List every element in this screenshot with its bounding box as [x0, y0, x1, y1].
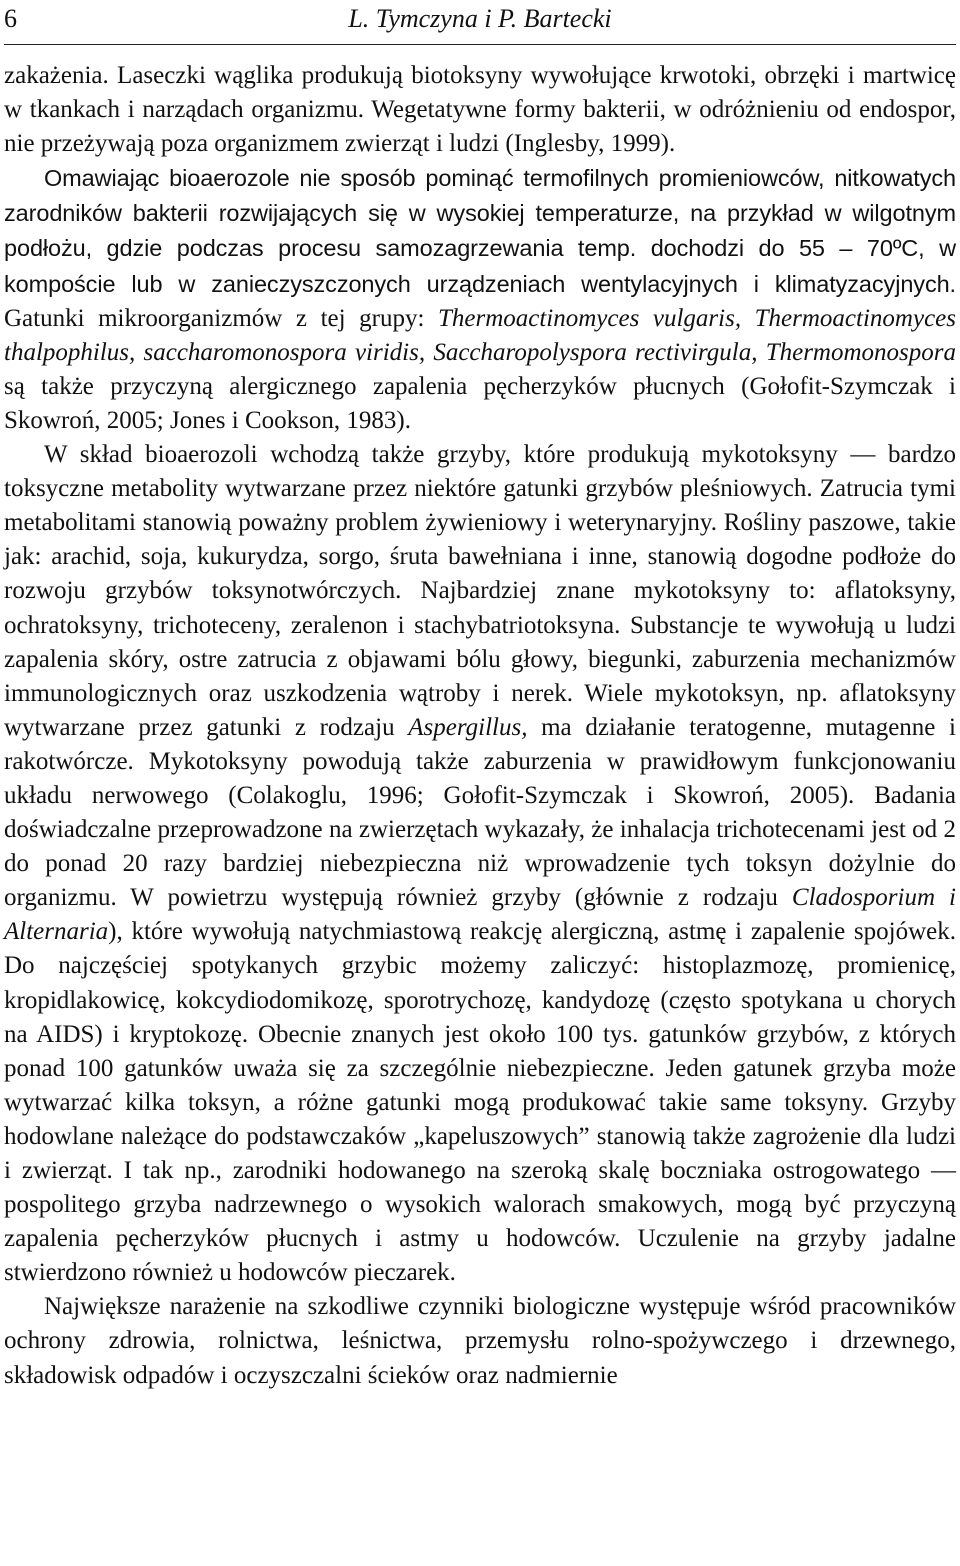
paragraph-3-text-c: ma działanie teratogenne, mutagenne i rakotwórcze. Mykotoksyny powodują także zaburzenia w prawidłowym funkcjonowaniu układu nerwowego (Colakoglu, 1996; Gołofit-Szymczak i Skowroń, 2005). Badania doświadczalne przeprowadzone na zwierzętach wykazały, że inhalacja trichotecenami jest od 2 do ponad 20 razy bardziej niebezpieczna niż wprowadzenie tych toksyn dożylnie do organizmu. W powietrzu występują również grzyby (głównie z rodzaju: [4, 713, 956, 912]
paragraph-3: [4, 438, 956, 1290]
body-text: [4, 59, 956, 1393]
paragraph-1: zakażenia. Laseczki wąglika produkują biotoksyny wywołujące krwotoki, obrzęki i martwicę w tkankach i narządach organizmu. Wegetatywne formy bakterii, w odróżnieniu od endospor, nie przeżywają poza organizmem zwierząt i ludzi (Inglesby, 1999).: [4, 62, 956, 158]
paragraph-2: [4, 161, 956, 438]
species-names: Thermoactinomyces vulgaris, Thermoactinomyces thalpophilus, saccharomonospora viridis, Saccharopolyspora rectivirgula, Thermomonospora: [4, 304, 956, 366]
paragraph-4: Największe narażenie na szkodliwe czynniki biologiczne występuje wśród pracowników ochrony zdrowia, rolnictwa, leśnictwa, przemysłu rolno-spożywczego i drzewnego, składowisk odpadów i oczyszczalni ścieków oraz nadmiernie: [4, 1293, 956, 1389]
running-head: L. Tymczyna i P. Bartecki: [348, 4, 612, 33]
document-page: [4, 0, 956, 1393]
page-header: [4, 0, 956, 45]
genus-cladosporium-alternaria: Cladosporium i Alternaria: [4, 884, 956, 946]
paragraph-2-text: Gatunki mikroorganizmów z tej grupy:: [4, 304, 438, 332]
paragraph-3-text-a: W skład bioaerozoli wchodzą także grzyby, które produkują mykotoksyny — bardzo toksyczne metabolity wytwarzane przez niektóre gatunki grzybów pleśniowych. Zatrucia tymi metabolitami stanowią poważny problem żywieniowy i weterynaryjny. Rośliny paszowe, takie jak: arachid, soja, kukurydza, sorgo, śruta bawełniana i inne, stanowią dogodne podłoże do rozwoju grzybów toksynotwórczych. Najbardziej znane mykotoksyny to: aflatoksyny, ochratoksyny, trichoteceny, zeralenon i stachybatriotoksyna. Substancje te wywołują u ludzi zapalenia skóry, ostre zatrucia z objawami bólu głowy, biegunki, zaburzenia mechanizmów immunologicznych oraz uszkodzenia wątroby i nerek. Wiele mykotoksyn, np. aflatoksyny wytwarzane przez gatunki z rodzaju: [4, 441, 956, 741]
paragraph-2-text-end: są także przyczyną alergicznego zapalenia pęcherzyków płucnych (Gołofit-Szymczak i Skowroń, 2005; Jones i Cookson, 1983).: [4, 372, 956, 434]
paragraph-2-sans-text: Omawiając bioaerozole nie sposób pominąć termofilnych promieniowców, nitkowatych zarodników bakterii rozwijających się w wysokiej temperaturze, na przykład w wilgotnym podłożu, gdzie podczas procesu samozagrzewania temp. dochodzi do 55 – 70ºC, w kompoście lub w zanieczyszczonych urządzeniach wentylacyjnych i klimatyzacyjnych.: [4, 165, 956, 297]
page-number: 6: [4, 4, 17, 33]
paragraph-3-text-e: ), które wywołują natychmiastową reakcję alergiczną, astmę i zapalenie spojówek. Do najczęściej spotykanych grzybic możemy zaliczyć: histoplazmozę, promienicę, kropidlakowicę, kokcydiodomikozę, sporotrychozę, kandydozę (często spotykana u chorych na AIDS) i kryptokozę. Obecnie znanych jest około 100 tys. gatunków grzybów, z których ponad 100 gatunków uważa się za szczególnie niebezpieczne. Jeden gatunek grzyba może wytwarzać kilka toksyn, a różne gatunki mogą produkować takie same toksyny. Grzyby hodowlane należące do podstawczaków „kapeluszowych” stanowią także zagrożenie dla ludzi i zwierząt. I tak np., zarodniki hodowanego na szeroką skalę boczniaka ostrogowatego — pospolitego grzyba nadrzewnego o wysokich walorach smakowych, mogą być przyczyną zapalenia pęcherzyków płucnych i astmy u hodowców. Uczulenie na grzyby jadalne stwierdzono również u hodowców pieczarek.: [4, 918, 956, 1287]
genus-aspergillus: Aspergillus,: [408, 713, 528, 741]
